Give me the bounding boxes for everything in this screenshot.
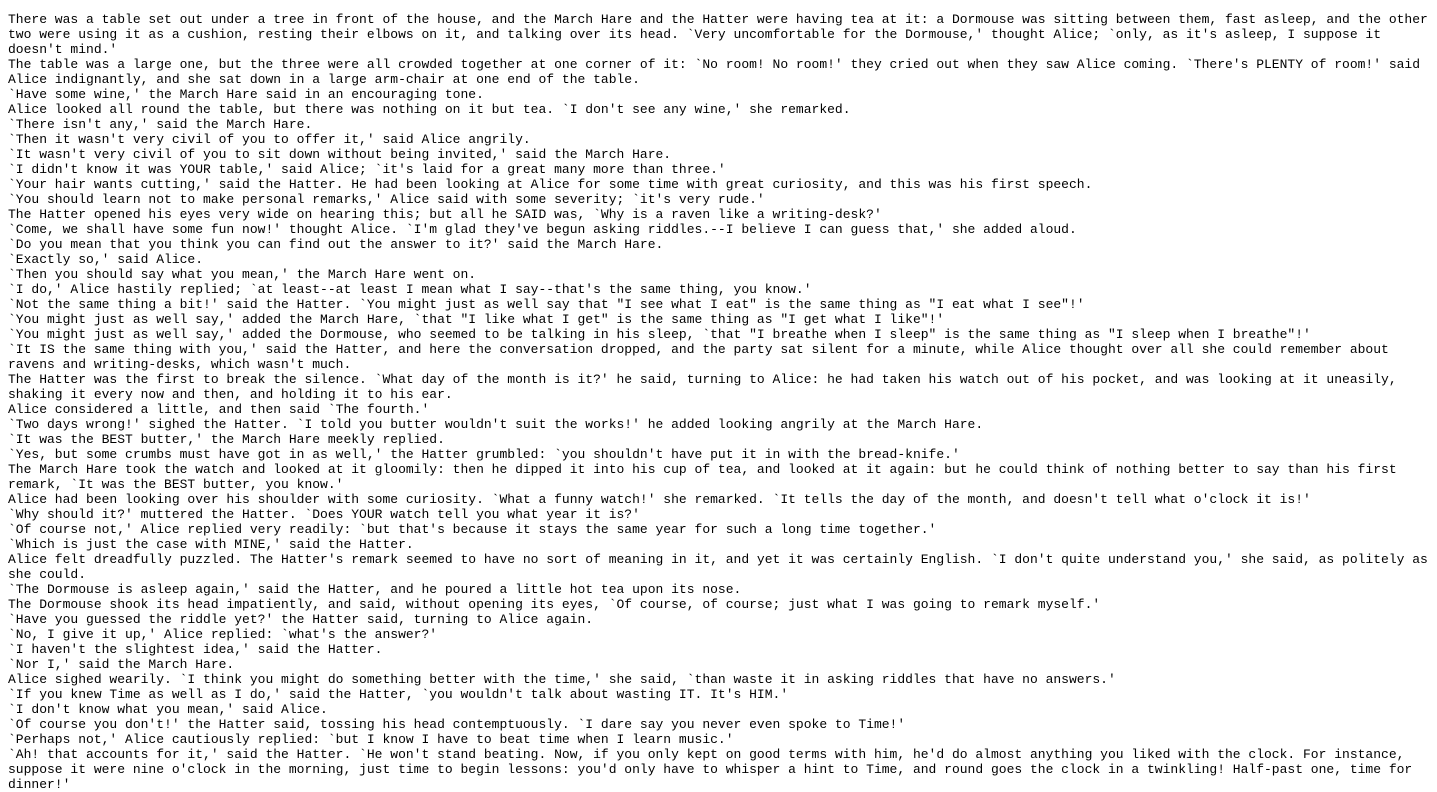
text-line: The Dormouse shook its head impatiently, and said, without opening its eyes, `Of course, of course; just what I was going to remark myself.' <box>8 597 1101 612</box>
text-line: `It IS the same thing with you,' said the Hatter, and here the conversation dropped, and the party sat silent for a minute, while Alice thought over all she could remember about ravens and writing-desks, which wasn't much. <box>8 342 1397 372</box>
text-line: `Nor I,' said the March Hare. <box>8 657 235 672</box>
text-line: `Come, we shall have some fun now!' thought Alice. `I'm glad they've begun asking riddles.--I believe I can guess that,' she added aloud. <box>8 222 1077 237</box>
text-line: `Not the same thing a bit!' said the Hatter. `You might just as well say that "I see what I eat" is the same thing as "I eat what I see"!' <box>8 297 1085 312</box>
text-line: `I don't know what you mean,' said Alice. <box>8 702 328 717</box>
text-line: `The Dormouse is asleep again,' said the Hatter, and he poured a little hot tea upon its nose. <box>8 582 742 597</box>
text-line: `Do you mean that you think you can find out the answer to it?' said the March Hare. <box>8 237 664 252</box>
text-line: `Which is just the case with MINE,' said the Hatter. <box>8 537 414 552</box>
text-line: `You might just as well say,' added the Dormouse, who seemed to be talking in his sleep, `that "I breathe when I sleep" is the same thing as "I sleep when I breathe"!' <box>8 327 1311 342</box>
text-line: `Your hair wants cutting,' said the Hatter. He had been looking at Alice for some time with great curiosity, and this was his first speech. <box>8 177 1093 192</box>
text-line: `Yes, but some crumbs must have got in as well,' the Hatter grumbled: `you shouldn't have put it in with the bread-knife.' <box>8 447 960 462</box>
text-line: `It wasn't very civil of you to sit down without being invited,' said the March Hare. <box>8 147 672 162</box>
text-line: There was a table set out under a tree in front of the house, and the March Hare and the Hatter were having tea at it: a Dormouse was sitting between them, fast asleep, and the other two were using it as a cushion, resting their elbows on it, and talking over its head. `Very uncomfortable for the Dormouse,' thought Alice; `only, as it's asleep, I suppose it doesn't mind.' <box>8 12 1436 57</box>
text-line: `It was the BEST butter,' the March Hare meekly replied. <box>8 432 445 447</box>
text-line: `No, I give it up,' Alice replied: `what's the answer?' <box>8 627 438 642</box>
text-line: `Perhaps not,' Alice cautiously replied: `but I know I have to beat time when I learn music.' <box>8 732 734 747</box>
text-document <box>8 12 1436 792</box>
text-line: Alice had been looking over his shoulder with some curiosity. `What a funny watch!' she remarked. `It tells the day of the month, and doesn't tell what o'clock it is!' <box>8 492 1311 507</box>
text-line: The table was a large one, but the three were all crowded together at one corner of it: `No room! No room!' they cried out when they saw Alice coming. `There's PLENTY of room!' said Alice indignantly, and she sat down in a large arm-chair at one end of the table. <box>8 57 1428 87</box>
text-line: `Have you guessed the riddle yet?' the Hatter said, turning to Alice again. <box>8 612 594 627</box>
text-line: `Have some wine,' the March Hare said in an encouraging tone. <box>8 87 484 102</box>
text-line: `I do,' Alice hastily replied; `at least--at least I mean what I say--that's the same thing, you know.' <box>8 282 812 297</box>
text-line: The Hatter opened his eyes very wide on hearing this; but all he SAID was, `Why is a raven like a writing-desk?' <box>8 207 882 222</box>
text-line: `I didn't know it was YOUR table,' said Alice; `it's laid for a great many more than three.' <box>8 162 726 177</box>
text-line: Alice looked all round the table, but there was nothing on it but tea. `I don't see any wine,' she remarked. <box>8 102 851 117</box>
text-line: Alice considered a little, and then said `The fourth.' <box>8 402 430 417</box>
text-line: `You might just as well say,' added the March Hare, `that "I like what I get" is the same thing as "I get what I like"!' <box>8 312 945 327</box>
text-line: `Of course you don't!' the Hatter said, tossing his head contemptuously. `I dare say you never even spoke to Time!' <box>8 717 906 732</box>
text-line: `Two days wrong!' sighed the Hatter. `I told you butter wouldn't suit the works!' he added looking angrily at the March Hare. <box>8 417 984 432</box>
text-line: `I haven't the slightest idea,' said the Hatter. <box>8 642 383 657</box>
text-line: `Why should it?' muttered the Hatter. `Does YOUR watch tell you what year it is?' <box>8 507 640 522</box>
text-line: `There isn't any,' said the March Hare. <box>8 117 313 132</box>
text-line: The Hatter was the first to break the silence. `What day of the month is it?' he said, turning to Alice: he had taken his watch out of his pocket, and was looking at it uneasily, shaking it every now and then, and holding it to his ear. <box>8 372 1405 402</box>
text-line: `Ah! that accounts for it,' said the Hatter. `He won't stand beating. Now, if you only kept on good terms with him, he'd do almost anything you liked with the clock. For instance, suppose it were nine o'clock in the morning, just time to begin lessons: you'd only have to whisper a hint to Time, and round goes the clock in a twinkling! Half-past one, time for dinner!' <box>8 747 1421 792</box>
text-line: `Exactly so,' said Alice. <box>8 252 204 267</box>
text-line: `Then it wasn't very civil of you to offer it,' said Alice angrily. <box>8 132 531 147</box>
text-line: Alice felt dreadfully puzzled. The Hatter's remark seemed to have no sort of meaning in it, and yet it was certainly English. `I don't quite understand you,' she said, as politely as she could. <box>8 552 1436 582</box>
text-line: `You should learn not to make personal remarks,' Alice said with some severity; `it's very rude.' <box>8 192 765 207</box>
text-line: Alice sighed wearily. `I think you might do something better with the time,' she said, `than waste it in asking riddles that have no answers.' <box>8 672 1116 687</box>
text-line: `Then you should say what you mean,' the March Hare went on. <box>8 267 477 282</box>
text-line: The March Hare took the watch and looked at it gloomily: then he dipped it into his cup of tea, and looked at it again: but he could think of nothing better to say than his first remark, `It was the BEST butter, you know.' <box>8 462 1405 492</box>
text-line: `Of course not,' Alice replied very readily: `but that's because it stays the same year for such a long time together.' <box>8 522 937 537</box>
text-line: `If you knew Time as well as I do,' said the Hatter, `you wouldn't talk about wasting IT. It's HIM.' <box>8 687 789 702</box>
